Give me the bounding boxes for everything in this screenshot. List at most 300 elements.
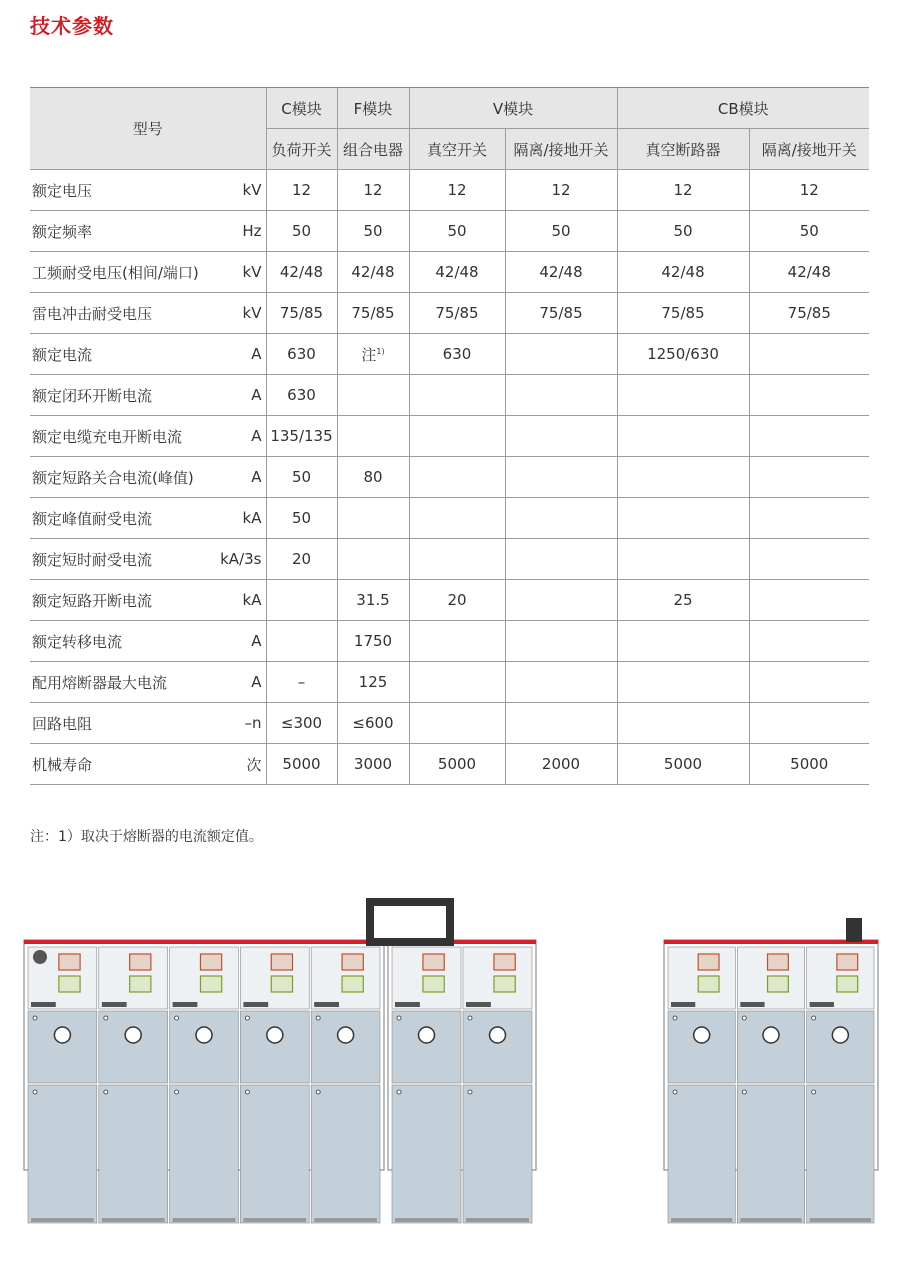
cell-value: 630: [287, 386, 316, 404]
cable-panel: [311, 1085, 380, 1223]
value-cell: [617, 744, 749, 785]
cell-value: 75/85: [787, 304, 831, 322]
value-cell: [266, 662, 337, 703]
param-unit: –n: [244, 714, 262, 732]
base-vent: [314, 1218, 377, 1222]
table-row: [30, 416, 869, 457]
earth-indicator: [768, 976, 789, 992]
value-cell: [749, 170, 869, 211]
value-cell: [337, 334, 409, 375]
terminal-strip: [671, 1002, 695, 1007]
value-cell: [505, 334, 617, 375]
value-cell: [505, 170, 617, 211]
param-unit: kA: [242, 591, 262, 609]
cable-panel: [392, 1085, 461, 1223]
param-name: 额定电压: [32, 181, 93, 200]
value-cell: [337, 252, 409, 293]
screw: [104, 1090, 108, 1094]
value-cell: [266, 334, 337, 375]
cell-value: 135/135: [270, 427, 333, 445]
value-cell: [409, 211, 505, 252]
screw: [468, 1090, 472, 1094]
operating-socket: [196, 1027, 212, 1043]
table-row: [30, 457, 869, 498]
value-cell: [337, 170, 409, 211]
value-cell: [266, 211, 337, 252]
param-unit: Hz: [242, 222, 262, 240]
cell-value: 80: [363, 468, 383, 486]
screw: [316, 1016, 320, 1020]
mechanism-panel: [392, 1011, 461, 1083]
cable-panel: [240, 1085, 309, 1223]
value-cell: [266, 539, 337, 580]
terminal-strip: [810, 1002, 834, 1007]
param-name: 额定频率: [32, 222, 93, 241]
value-cell: [266, 170, 337, 211]
param-name: 配用熔断器最大电流: [32, 673, 168, 692]
switch-indicator: [698, 954, 719, 970]
value-cell: [749, 252, 869, 293]
value-cell: [617, 416, 749, 457]
terminal-strip: [466, 1002, 491, 1007]
earth-indicator: [837, 976, 858, 992]
subheader-cell: 真空断路器: [617, 129, 749, 170]
cell-value: 50: [799, 222, 819, 240]
screw: [316, 1090, 320, 1094]
value-cell: [266, 498, 337, 539]
base-vent: [173, 1218, 236, 1222]
param-name: 工频耐受电压(相间/端口): [32, 263, 199, 282]
screw: [742, 1090, 746, 1094]
value-cell: [337, 744, 409, 785]
table-row: [30, 539, 869, 580]
cell-value: 注: [361, 345, 377, 364]
base-vent: [466, 1218, 529, 1222]
value-cell: [409, 621, 505, 662]
param-unit: kA/3s: [220, 550, 262, 568]
value-cell: [505, 416, 617, 457]
param-cell: [30, 457, 266, 498]
terminal-strip: [243, 1002, 268, 1007]
param-name: 额定电流: [32, 345, 93, 364]
terminal-strip: [314, 1002, 339, 1007]
value-cell: [409, 498, 505, 539]
switch-indicator: [423, 954, 444, 970]
operating-socket: [763, 1027, 779, 1043]
mechanism-panel: [463, 1011, 532, 1083]
cell-value: 12: [551, 181, 571, 199]
mechanism-panel: [240, 1011, 309, 1083]
param-name: 额定闭环开断电流: [32, 386, 153, 405]
cell-value: 42/48: [539, 263, 583, 281]
mechanism-panel: [28, 1011, 97, 1083]
value-cell: [409, 662, 505, 703]
group-f-header: F模块: [337, 88, 409, 129]
screw: [104, 1016, 108, 1020]
param-unit: kV: [242, 304, 262, 322]
mechanism-panel: [99, 1011, 168, 1083]
param-name: 额定转移电流: [32, 632, 123, 651]
cell-value: 2000: [541, 755, 581, 773]
table-row: [30, 334, 869, 375]
operating-socket: [694, 1027, 710, 1043]
base-vent: [243, 1218, 306, 1222]
param-unit: A: [251, 632, 262, 650]
cell-value: 12: [447, 181, 467, 199]
cell-value: 630: [287, 345, 316, 363]
screw: [33, 1016, 37, 1020]
value-cell: [409, 334, 505, 375]
screw: [812, 1090, 816, 1094]
cell-value: ≤600: [352, 714, 394, 732]
value-cell: [337, 539, 409, 580]
cable-panel: [668, 1085, 735, 1223]
value-cell: [505, 211, 617, 252]
value-cell: [749, 375, 869, 416]
cell-value: 50: [363, 222, 383, 240]
logo-icon: [33, 950, 47, 964]
param-unit: A: [251, 427, 262, 445]
mechanism-panel: [170, 1011, 239, 1083]
value-cell: [505, 703, 617, 744]
cell-value: 12: [291, 181, 312, 199]
param-cell: [30, 662, 266, 703]
value-cell: [409, 293, 505, 334]
param-cell: [30, 375, 266, 416]
value-cell: [505, 252, 617, 293]
value-cell: [749, 211, 869, 252]
switch-indicator: [494, 954, 515, 970]
param-unit: kV: [242, 263, 262, 281]
value-cell: [409, 170, 505, 211]
value-cell: [749, 621, 869, 662]
group-cb-header: CB模块: [617, 88, 869, 129]
mechanism-panel: [311, 1011, 380, 1083]
param-cell: [30, 539, 266, 580]
terminal-strip: [102, 1002, 127, 1007]
value-cell: [617, 293, 749, 334]
param-cell: [30, 498, 266, 539]
cell-value: 31.5: [356, 591, 390, 609]
param-cell: [30, 252, 266, 293]
value-cell: [749, 539, 869, 580]
table-row: [30, 580, 869, 621]
cell-value: 3000: [353, 755, 393, 773]
value-cell: [337, 416, 409, 457]
param-unit: kA: [242, 509, 262, 527]
value-cell: [505, 621, 617, 662]
value-cell: [409, 375, 505, 416]
value-cell: [266, 375, 337, 416]
cable-panel: [463, 1085, 532, 1223]
value-cell: [505, 539, 617, 580]
value-cell: [266, 580, 337, 621]
earth-indicator: [494, 976, 515, 992]
screw: [175, 1090, 179, 1094]
base-vent: [31, 1218, 94, 1222]
earth-indicator: [342, 976, 363, 992]
value-cell: [337, 621, 409, 662]
earth-indicator: [271, 976, 292, 992]
value-cell: [749, 580, 869, 621]
value-cell: [337, 703, 409, 744]
value-cell: [749, 457, 869, 498]
param-cell: [30, 621, 266, 662]
earth-indicator: [59, 976, 80, 992]
cell-value: 42/48: [661, 263, 705, 281]
value-cell: [505, 375, 617, 416]
cell-value: 75/85: [435, 304, 479, 322]
value-cell: [749, 744, 869, 785]
cell-value: 20: [447, 591, 467, 609]
subheader-cell: 真空开关: [409, 129, 505, 170]
switch-indicator: [130, 954, 151, 970]
value-cell: [749, 703, 869, 744]
cell-value: ≤300: [280, 714, 323, 732]
switch-indicator: [200, 954, 221, 970]
operating-socket: [832, 1027, 848, 1043]
param-name: 额定短路关合电流(峰值): [32, 468, 194, 487]
cabinet-top-strip: [24, 940, 384, 944]
cell-value: 125: [358, 673, 388, 691]
cell-value: 12: [799, 181, 819, 199]
cell-value: 42/48: [279, 263, 324, 281]
base-vent: [810, 1218, 871, 1222]
cell-value: 75/85: [661, 304, 705, 322]
value-cell: [337, 662, 409, 703]
switch-indicator: [768, 954, 789, 970]
cell-value: 50: [291, 222, 312, 240]
value-cell: [337, 498, 409, 539]
group-v-header: V模块: [409, 88, 617, 129]
cell-value: 75/85: [351, 304, 395, 322]
bus-bar-stub: [846, 918, 862, 942]
switchgear-illustration: [0, 880, 900, 1230]
param-cell: [30, 334, 266, 375]
value-cell: [749, 416, 869, 457]
table-row: [30, 211, 869, 252]
cell-value: 20: [291, 550, 312, 568]
value-cell: [409, 457, 505, 498]
footnote-marker: 1): [376, 346, 385, 356]
cell-value: 12: [363, 181, 383, 199]
earth-indicator: [698, 976, 719, 992]
subheader-cell: 负荷开关: [266, 129, 337, 170]
value-cell: [617, 252, 749, 293]
subheader-cell: 隔离/接地开关: [749, 129, 869, 170]
param-cell: [30, 416, 266, 457]
cell-value: 12: [673, 181, 693, 199]
screw: [33, 1090, 37, 1094]
screw: [175, 1016, 179, 1020]
switch-indicator: [342, 954, 363, 970]
value-cell: [617, 539, 749, 580]
cell-value: 75/85: [279, 304, 324, 322]
cell-value: 5000: [437, 755, 477, 773]
earth-indicator: [423, 976, 444, 992]
param-unit: A: [251, 345, 262, 363]
value-cell: [266, 621, 337, 662]
operating-socket: [267, 1027, 283, 1043]
value-cell: [266, 744, 337, 785]
cable-panel: [28, 1085, 97, 1223]
group-c-header: C模块: [266, 88, 337, 129]
value-cell: [617, 170, 749, 211]
screw: [673, 1090, 677, 1094]
screw: [468, 1016, 472, 1020]
cell-value: 5000: [790, 755, 829, 773]
cable-panel: [737, 1085, 804, 1223]
value-cell: [266, 252, 337, 293]
cell-value: 75/85: [539, 304, 583, 322]
terminal-strip: [740, 1002, 764, 1007]
cable-panel: [99, 1085, 168, 1223]
param-name: 雷电冲击耐受电压: [32, 304, 153, 323]
cable-panel: [807, 1085, 874, 1223]
value-cell: [617, 375, 749, 416]
param-cell: [30, 170, 266, 211]
screw: [245, 1016, 249, 1020]
value-cell: [337, 457, 409, 498]
value-cell: [749, 293, 869, 334]
param-name: 额定电缆充电开断电流: [32, 427, 183, 446]
screw: [812, 1016, 816, 1020]
value-cell: [266, 293, 337, 334]
cell-value: 50: [447, 222, 467, 240]
model-header: 型号: [30, 88, 266, 170]
param-unit: 次: [246, 755, 262, 774]
cell-value: 25: [673, 591, 693, 609]
screw: [742, 1016, 746, 1020]
param-name: 额定短路开断电流: [32, 591, 153, 610]
value-cell: [505, 293, 617, 334]
cell-value: 50: [291, 468, 312, 486]
cable-panel: [170, 1085, 239, 1223]
mechanism-panel: [737, 1011, 804, 1083]
screw: [245, 1090, 249, 1094]
table-row: [30, 744, 869, 785]
cell-value: 50: [551, 222, 571, 240]
value-cell: [266, 416, 337, 457]
param-name: 额定短时耐受电流: [32, 550, 153, 569]
value-cell: [409, 252, 505, 293]
switch-indicator: [59, 954, 80, 970]
value-cell: [617, 498, 749, 539]
param-cell: [30, 580, 266, 621]
param-name: 机械寿命: [32, 755, 93, 774]
value-cell: [617, 457, 749, 498]
terminal-strip: [173, 1002, 198, 1007]
value-cell: [505, 744, 617, 785]
value-cell: [617, 621, 749, 662]
param-name: 额定峰值耐受电流: [32, 509, 153, 528]
footnote: 注：1）取决于熔断器的电流额定值。: [30, 829, 263, 845]
value-cell: [617, 580, 749, 621]
mechanism-panel: [668, 1011, 735, 1083]
value-cell: [749, 662, 869, 703]
value-cell: [617, 334, 749, 375]
terminal-strip: [395, 1002, 420, 1007]
table-row: [30, 498, 869, 539]
switch-indicator: [837, 954, 858, 970]
value-cell: [409, 416, 505, 457]
cell-value: 1250/630: [647, 345, 719, 363]
operating-socket: [125, 1027, 141, 1043]
table-row: [30, 375, 869, 416]
cell-value: 42/48: [787, 263, 831, 281]
screw: [397, 1090, 401, 1094]
screw: [397, 1016, 401, 1020]
screw: [673, 1016, 677, 1020]
subheader-cell: 组合电器: [337, 129, 409, 170]
param-cell: [30, 293, 266, 334]
value-cell: [617, 662, 749, 703]
cell-value: 42/48: [351, 263, 395, 281]
param-cell: [30, 703, 266, 744]
cell-value: –: [297, 673, 306, 691]
base-vent: [740, 1218, 801, 1222]
switch-indicator: [271, 954, 292, 970]
cell-value: 42/48: [435, 263, 479, 281]
param-name: 回路电阻: [32, 714, 93, 733]
cell-value: 5000: [282, 755, 321, 773]
table-row: [30, 662, 869, 703]
cell-value: 5000: [663, 755, 703, 773]
value-cell: [749, 498, 869, 539]
base-vent: [395, 1218, 458, 1222]
table-row: [30, 621, 869, 662]
cell-value: 630: [442, 345, 472, 363]
value-cell: [505, 580, 617, 621]
value-cell: [337, 211, 409, 252]
operating-socket: [54, 1027, 70, 1043]
value-cell: [266, 457, 337, 498]
param-unit: kV: [242, 181, 262, 199]
value-cell: [617, 703, 749, 744]
table-row: [30, 703, 869, 744]
value-cell: [337, 293, 409, 334]
table-row: [30, 252, 869, 293]
base-vent: [102, 1218, 165, 1222]
param-unit: A: [251, 468, 262, 486]
terminal-strip: [31, 1002, 56, 1007]
base-vent: [671, 1218, 732, 1222]
mechanism-panel: [807, 1011, 874, 1083]
value-cell: [337, 580, 409, 621]
operating-socket: [338, 1027, 354, 1043]
value-cell: [409, 580, 505, 621]
value-cell: [617, 211, 749, 252]
table-row: [30, 170, 869, 211]
value-cell: [409, 744, 505, 785]
earth-indicator: [200, 976, 221, 992]
param-cell: [30, 211, 266, 252]
value-cell: [749, 334, 869, 375]
earth-indicator: [130, 976, 151, 992]
value-cell: [505, 457, 617, 498]
cabinet-top-strip: [664, 940, 878, 944]
value-cell: [409, 539, 505, 580]
param-unit: A: [251, 386, 262, 404]
value-cell: [337, 375, 409, 416]
cell-value: 1750: [353, 632, 393, 650]
subheader-cell: 隔离/接地开关: [505, 129, 617, 170]
table-row: [30, 293, 869, 334]
cell-value: 50: [291, 509, 312, 527]
operating-socket: [490, 1027, 506, 1043]
value-cell: [266, 703, 337, 744]
operating-socket: [419, 1027, 435, 1043]
